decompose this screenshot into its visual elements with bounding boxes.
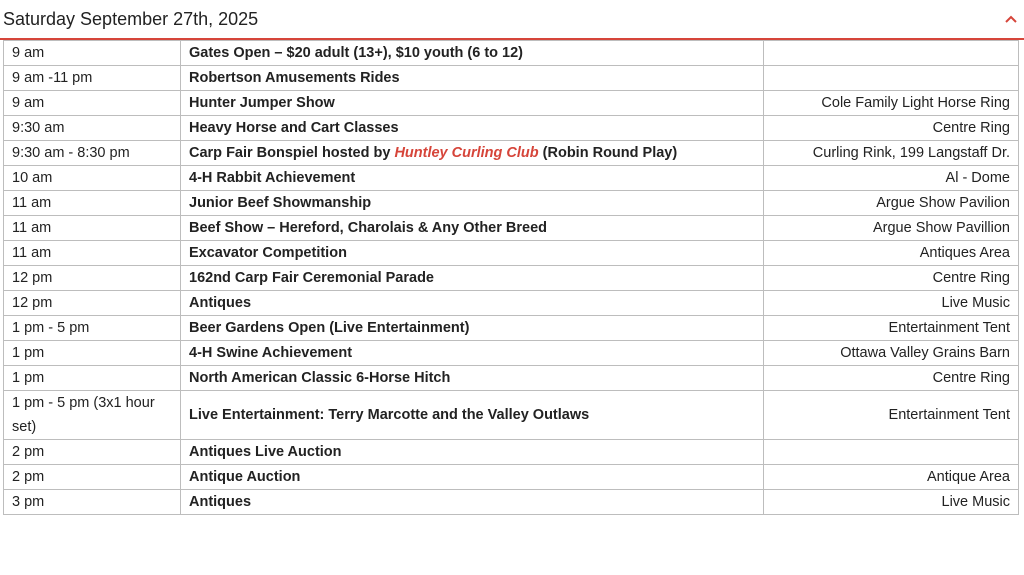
- table-row: [4, 216, 1019, 241]
- time-cell: 12 pm: [4, 266, 181, 291]
- location-cell: Argue Show Pavillion: [764, 216, 1019, 241]
- location-cell: Argue Show Pavilion: [764, 191, 1019, 216]
- table-row: [4, 341, 1019, 366]
- location-cell: Curling Rink, 199 Langstaff Dr.: [764, 141, 1019, 166]
- event-cell: 162nd Carp Fair Ceremonial Parade: [181, 266, 764, 291]
- event-text: Carp Fair Bonspiel hosted by: [189, 145, 395, 161]
- location-cell: [764, 440, 1019, 465]
- time-cell: 2 pm: [4, 440, 181, 465]
- event-cell: Junior Beef Showmanship: [181, 191, 764, 216]
- table-row: [4, 91, 1019, 116]
- location-cell: [764, 66, 1019, 91]
- event-cell: Antique Auction: [181, 465, 764, 490]
- location-cell: Centre Ring: [764, 116, 1019, 141]
- schedule-table: [3, 40, 1019, 515]
- table-row: [4, 41, 1019, 66]
- chevron-up-icon[interactable]: [1002, 10, 1020, 28]
- location-cell: [764, 41, 1019, 66]
- location-cell: Al - Dome: [764, 166, 1019, 191]
- time-cell: 9:30 am: [4, 116, 181, 141]
- event-cell: Beer Gardens Open (Live Entertainment): [181, 316, 764, 341]
- time-cell: 2 pm: [4, 465, 181, 490]
- event-cell: 4-H Swine Achievement: [181, 341, 764, 366]
- location-cell: Entertainment Tent: [764, 316, 1019, 341]
- table-row: [4, 66, 1019, 91]
- table-row: [4, 490, 1019, 515]
- event-cell: Robertson Amusements Rides: [181, 66, 764, 91]
- schedule-day-header[interactable]: [0, 0, 1024, 40]
- table-row: [4, 291, 1019, 316]
- event-cell: Antiques: [181, 490, 764, 515]
- location-cell: Live Music: [764, 291, 1019, 316]
- table-row: [4, 391, 1019, 440]
- event-cell: [181, 141, 764, 166]
- event-cell: Beef Show – Hereford, Charolais & Any Other Breed: [181, 216, 764, 241]
- time-cell: 1 pm: [4, 366, 181, 391]
- location-cell: Entertainment Tent: [764, 391, 1019, 440]
- event-cell: Antiques: [181, 291, 764, 316]
- time-cell: 11 am: [4, 241, 181, 266]
- event-cell: 4-H Rabbit Achievement: [181, 166, 764, 191]
- event-cell: Excavator Competition: [181, 241, 764, 266]
- event-cell: Gates Open – $20 adult (13+), $10 youth (6 to 12): [181, 41, 764, 66]
- location-cell: Cole Family Light Horse Ring: [764, 91, 1019, 116]
- table-row: [4, 241, 1019, 266]
- event-cell: North American Classic 6-Horse Hitch: [181, 366, 764, 391]
- time-cell: 3 pm: [4, 490, 181, 515]
- time-cell: 9:30 am - 8:30 pm: [4, 141, 181, 166]
- table-row: [4, 266, 1019, 291]
- table-row: [4, 366, 1019, 391]
- time-cell: 1 pm - 5 pm (3x1 hour set): [4, 391, 181, 440]
- location-cell: Live Music: [764, 490, 1019, 515]
- time-cell: 9 am: [4, 41, 181, 66]
- time-cell: 1 pm - 5 pm: [4, 316, 181, 341]
- event-cell: Hunter Jumper Show: [181, 91, 764, 116]
- time-cell: 11 am: [4, 191, 181, 216]
- time-cell: 12 pm: [4, 291, 181, 316]
- table-row: [4, 191, 1019, 216]
- event-cell: Antiques Live Auction: [181, 440, 764, 465]
- table-row: [4, 440, 1019, 465]
- table-row: [4, 141, 1019, 166]
- table-row: [4, 116, 1019, 141]
- table-row: [4, 166, 1019, 191]
- event-cell: Live Entertainment: Terry Marcotte and the Valley Outlaws: [181, 391, 764, 440]
- location-cell: Antiques Area: [764, 241, 1019, 266]
- time-cell: 1 pm: [4, 341, 181, 366]
- location-cell: Antique Area: [764, 465, 1019, 490]
- table-row: [4, 316, 1019, 341]
- time-cell: 9 am: [4, 91, 181, 116]
- location-cell: Ottawa Valley Grains Barn: [764, 341, 1019, 366]
- location-cell: Centre Ring: [764, 266, 1019, 291]
- location-cell: Centre Ring: [764, 366, 1019, 391]
- event-cell: Heavy Horse and Cart Classes: [181, 116, 764, 141]
- huntley-curling-club-link[interactable]: Huntley Curling Club: [394, 145, 539, 161]
- time-cell: 9 am -11 pm: [4, 66, 181, 91]
- table-row: [4, 465, 1019, 490]
- event-text: (Robin Round Play): [538, 145, 678, 161]
- day-title: Saturday September 27th, 2025: [3, 8, 259, 29]
- time-cell: 10 am: [4, 166, 181, 191]
- time-cell: 11 am: [4, 216, 181, 241]
